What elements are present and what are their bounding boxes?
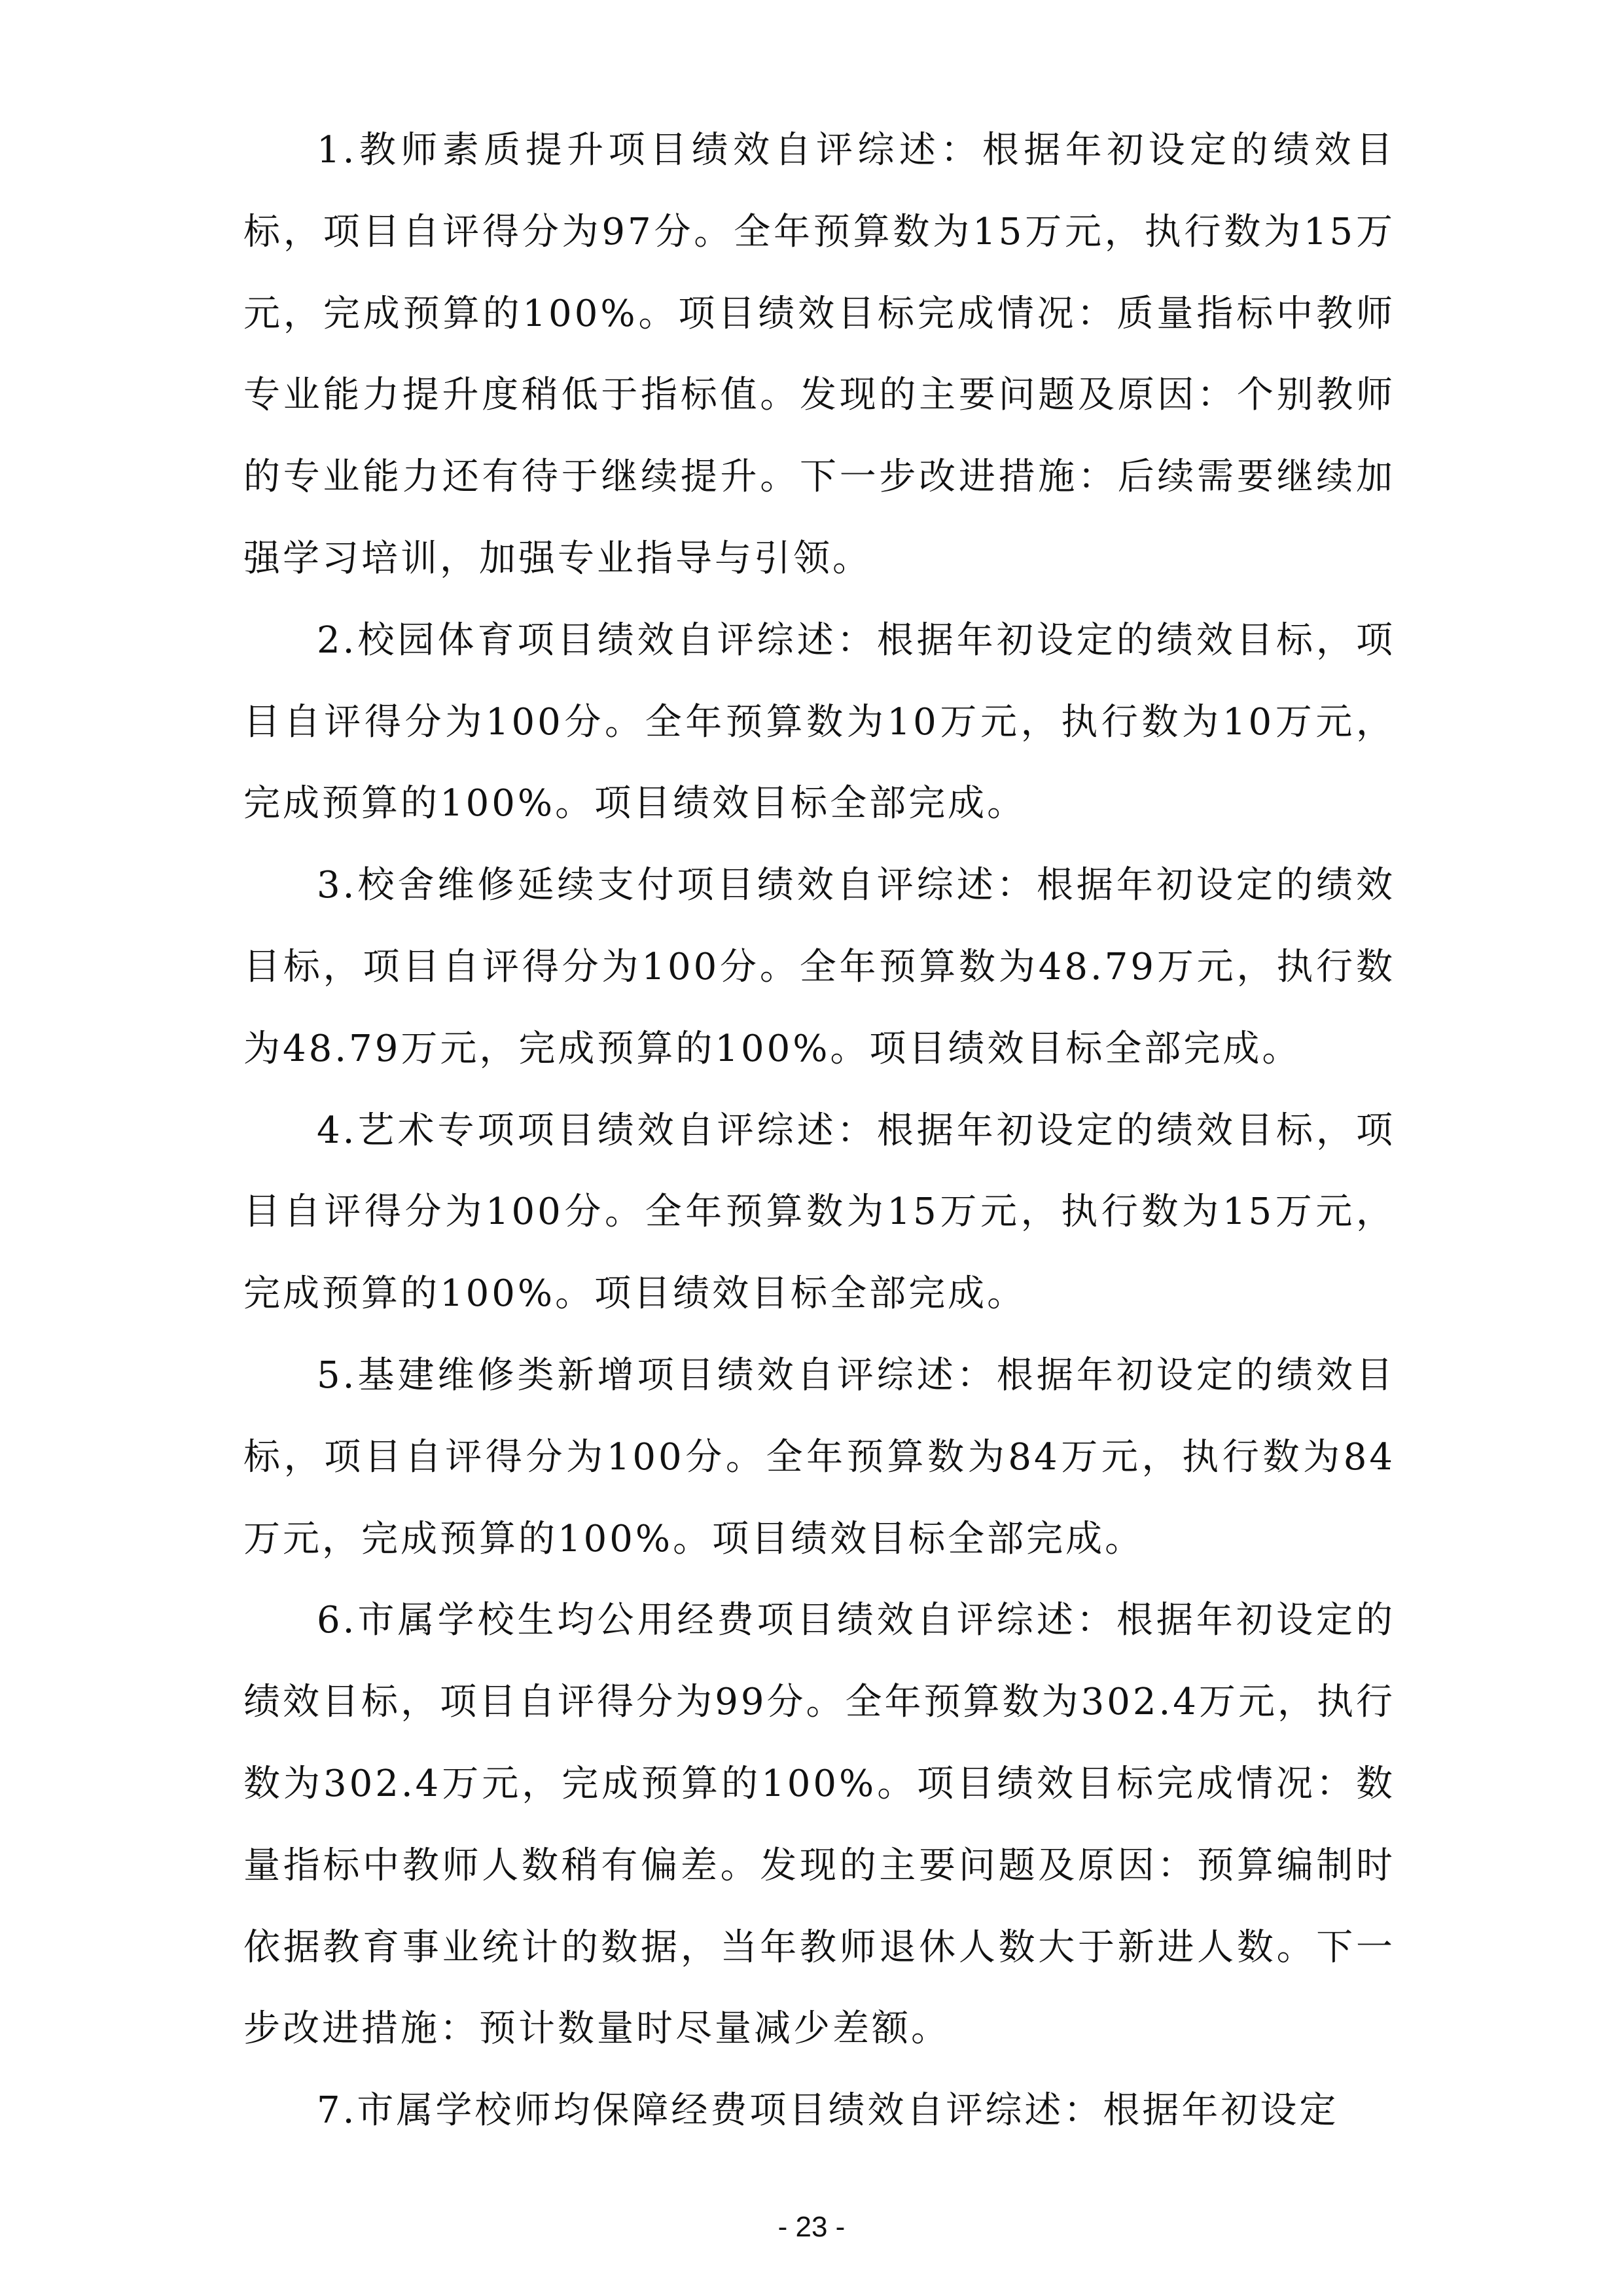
paragraph-per-teacher-funds: 7.市属学校师均保障经费项目绩效自评综述：根据年初设定 (317, 2089, 1339, 2132)
document-body (243, 110, 1395, 2152)
paragraph-teacher-quality: 1.教师素质提升项目绩效自评综述：根据年初设定的绩效目标，项目自评得分为97分。全年预算数为15万元，执行数为15万元，完成预算的100%。项目绩效目标完成情况：质量指标中教师专业能力提升度稍低于指标值。发现的主要问题及原因：个别教师的专业能力还有待于继续提升。下一步改进措施：后续需要继续加强学习培训，加强专业指导与引领。 (243, 129, 1395, 580)
paragraph-infrastructure-repair: 5.基建维修类新增项目绩效自评综述：根据年初设定的绩效目标，项目自评得分为100分。全年预算数为84万元，执行数为84万元，完成预算的100%。项目绩效目标全部完成。 (243, 1354, 1395, 1560)
paragraph-school-repair-continuation: 3.校舍维修延续支付项目绩效自评综述：根据年初设定的绩效目标，项目自评得分为100分。全年预算数为48.79万元，执行数为48.79万元，完成预算的100%。项目绩效目标全部完成。 (243, 864, 1395, 1070)
paragraph-per-student-funds: 6.市属学校生均公用经费项目绩效自评综述：根据年初设定的绩效目标，项目自评得分为99分。全年预算数为302.4万元，执行数为302.4万元，完成预算的100%。项目绩效目标完成情况：数量指标中教师人数稍有偏差。发现的主要问题及原因：预算编制时依据教育事业统计的数据，当年教师退休人数大于新进人数。下一步改进措施：预计数量时尽量减少差额。 (243, 1599, 1395, 2051)
paragraph-campus-sports: 2.校园体育项目绩效自评综述：根据年初设定的绩效目标，项目自评得分为100分。全年预算数为10万元，执行数为10万元，完成预算的100%。项目绩效目标全部完成。 (243, 619, 1395, 825)
paragraph-art-special: 4.艺术专项项目绩效自评综述：根据年初设定的绩效目标，项目自评得分为100分。全年预算数为15万元，执行数为15万元，完成预算的100%。项目绩效目标全部完成。 (243, 1109, 1395, 1316)
page-number: - 23 - (777, 2211, 846, 2243)
